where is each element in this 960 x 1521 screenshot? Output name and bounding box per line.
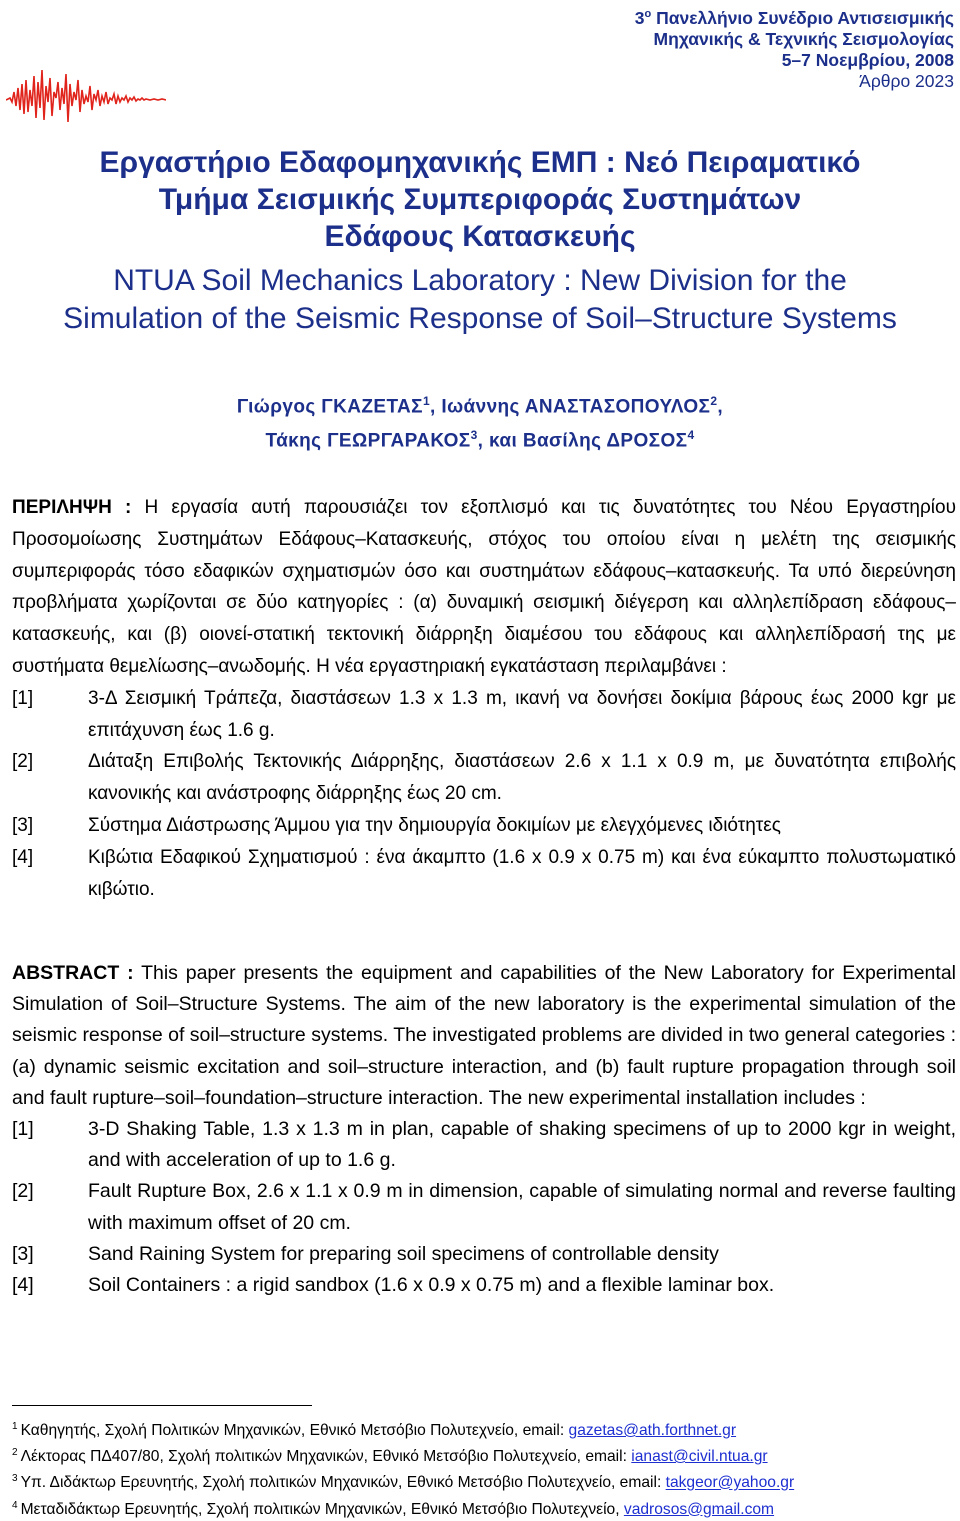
seismogram-trace <box>6 70 166 122</box>
summary-greek <box>12 492 956 905</box>
title-english <box>0 262 960 338</box>
author-affiliation-mark: 2 <box>710 394 718 408</box>
abstract-english-paragraph: ABSTRACT : This paper presents the equipment and capabilities of the New Laboratory for Experimental Simulation of Soil–Structure Systems. The aim of the new laboratory is the experimental simulation of the seismic response of soil–structure systems. The investigated problems are divided in two general categories : (a) dynamic seismic excitation and soil–structure interaction, and (b) fault rupture propagation through soil and fault rupture–soil–foundation–structure interaction. The new experimental installation includes : <box>12 962 956 1109</box>
author-name: Γιώργος ΓΚΑΖΕΤΑΣ <box>236 396 423 418</box>
abstract-english <box>12 958 956 1301</box>
summary-greek-list <box>12 683 956 906</box>
conference-name-line2: Μηχανικής & Τεχνικής Σεισμολογίας <box>653 28 954 49</box>
summary-greek-label: ΠΕΡΙΛΗΨΗ : <box>12 497 132 518</box>
author-list <box>0 387 960 456</box>
abstract-english-label: ABSTRACT : <box>12 962 134 984</box>
email-link[interactable]: ianast@civil.ntua.gr <box>631 1448 768 1466</box>
title-english-line: NTUA Soil Mechanics Laboratory : New Division for the <box>113 264 847 297</box>
footnote-divider <box>12 1405 312 1406</box>
list-item: [3] Sand Raining System for preparing soil specimens of controllable density <box>12 1242 719 1265</box>
footnotes <box>12 1416 956 1521</box>
author-affiliation-mark: 1 <box>422 394 431 408</box>
title-greek-line: Εδάφους Κατασκευής <box>324 220 636 253</box>
list-item: [4] Κιβώτια Εδαφικού Σχηματισμού : ένα άκαμπτο (1.6 x 0.9 x 0.75 m) και ένα εύκαμπτο πολυστωματικό κιβώτιο. <box>12 846 956 900</box>
abstract-english-list <box>12 1114 956 1301</box>
list-item: [2] Fault Rupture Box, 2.6 x 1.1 x 0.9 m in dimension, capable of simulating normal and reverse faulting with maximum offset of 20 cm. <box>12 1180 956 1234</box>
title-greek-line: Εργαστήριο Εδαφομηχανικής ΕΜΠ : Νεό Πειραματικό <box>99 146 861 179</box>
summary-greek-paragraph: ΠΕΡΙΛΗΨΗ : Η εργασία αυτή παρουσιάζει τον εξοπλισμό και τις δυνατότητες του Νέου Εργαστηρίου Προσομοίωσης Συστημάτων Εδάφους–Κατασκευής, στόχος του οποίου είναι η μελέτη της σεισμικής συμπεριφοράς τόσο εδαφικών σχηματισμών όσο και συστημάτων εδάφους–κατασκευής. Τα υπό διερεύνηση προβλήματα χωρίζονται σε δύο κατηγορίες : (α) δυναμική σεισμική διέγερση και αλληλεπίδραση εδάφους–κατασκευής, και (β) οιονεί-στατική τεκτονική διάρρηξη διαμέσου του εδάφους και αλληλεπίδρασή της με συστήματα θεμελίωσης–ανωδομής. Η νέα εργαστηριακή εγκατάσταση περιλαμβάνει : <box>12 497 956 677</box>
author-affiliation-mark: 3 <box>470 428 478 443</box>
list-item: [2] Διάταξη Επιβολής Τεκτονικής Διάρρηξης, διαστάσεων 2.6 x 1.1 x 0.9 m, με δυνατότητα επιβολής κανονικής και ανάστροφης διάρρηξης έως 20 cm. <box>12 751 956 805</box>
list-item: [1] 3-Δ Σεισμική Τράπεζα, διαστάσεων 1.3 x 1.3 m, ικανή να δονήσει δοκίμια βάρους έως 2000 kgr με επιτάχυνση έως 1.6 g. <box>12 687 956 741</box>
author-affiliation-mark: 4 <box>687 428 695 443</box>
list-item: [1] 3-D Shaking Table, 1.3 x 1.3 m in plan, capable of shaking specimens of up to 2000 kgr in weight, and with acceleration of up to 1.6 g. <box>12 1118 956 1172</box>
conference-name-line1: $3^o$ Πανελλήνιο Συνέδριο Αντισεισμικής <box>634 7 954 28</box>
title-greek-line: Τμήμα Σεισμικής Συμπεριφοράς Συστημάτων <box>158 183 802 216</box>
article-number: Άρθρο 2023 <box>859 70 954 91</box>
footnote: $^4$ Μεταδιδάκτωρ Ερευνητής, Σχολή πολιτικών Μηχανικών, Εθνικό Μετσόβιο Πολυτεχνείο, vadrosos@gmail.com <box>12 1499 775 1518</box>
email-link[interactable]: vadrosos@gmail.com <box>623 1500 775 1518</box>
list-item: [4] Soil Containers : a rigid sandbox (1.6 x 0.9 x 0.75 m) and a flexible laminar box. <box>12 1274 775 1297</box>
title-greek <box>0 144 960 255</box>
author-name: Τάκης ΓΕΩΡΓΑΡΑΚΟΣ <box>265 430 471 452</box>
seismogram-logo <box>6 62 166 126</box>
footnote: $^1$ Καθηγητής, Σχολή Πολιτικών Μηχανικών, Εθνικό Μετσόβιο Πολυτεχνείο, email: gazetas@ath.forthnet.gr <box>12 1421 737 1440</box>
author-name: και Βασίλης ΔΡΟΣΟΣ <box>489 430 688 452</box>
author-line-1: Γιώργος ΓΚΑΖΕΤΑΣ$^1$, Ιωάννης ΑΝΑΣΤΑΣΟΠΟΥΛΟΣ$^2$, <box>236 394 724 418</box>
list-item: [3] Σύστημα Διάστρωσης Άμμου για την δημιουργία δοκιμίων με ελεγχόμενες ιδιότητες <box>12 814 781 836</box>
email-link[interactable]: takgeor@yahoo.gr <box>665 1474 795 1492</box>
footnote: $^2$ Λέκτορας ΠΔ407/80, Σχολή πολιτικών Μηχανικών, Εθνικό Μετσόβιο Πολυτεχνείο, email: ianast@civil.ntua.gr <box>12 1447 768 1466</box>
author-line-2: Τάκης ΓΕΩΡΓΑΡΑΚΟΣ$^3$, και Βασίλης ΔΡΟΣΟΣ$^4$ <box>265 428 695 452</box>
conference-header <box>635 4 954 92</box>
conference-dates: 5–7 Νοεμβρίου, 2008 <box>781 49 954 70</box>
author-name: Ιωάννης ΑΝΑΣΤΑΣΟΠΟΥΛΟΣ <box>441 396 711 418</box>
footnote: $^3$ Υπ. Διδάκτωρ Ερευνητής, Σχολή πολιτικών Μηχανικών, Εθνικό Μετσόβιο Πολυτεχνείο, email: takgeor@yahoo.gr <box>12 1473 795 1492</box>
email-link[interactable]: gazetas@ath.forthnet.gr <box>568 1422 737 1440</box>
title-english-line: Simulation of the Seismic Response of Soil–Structure Systems <box>63 302 897 335</box>
